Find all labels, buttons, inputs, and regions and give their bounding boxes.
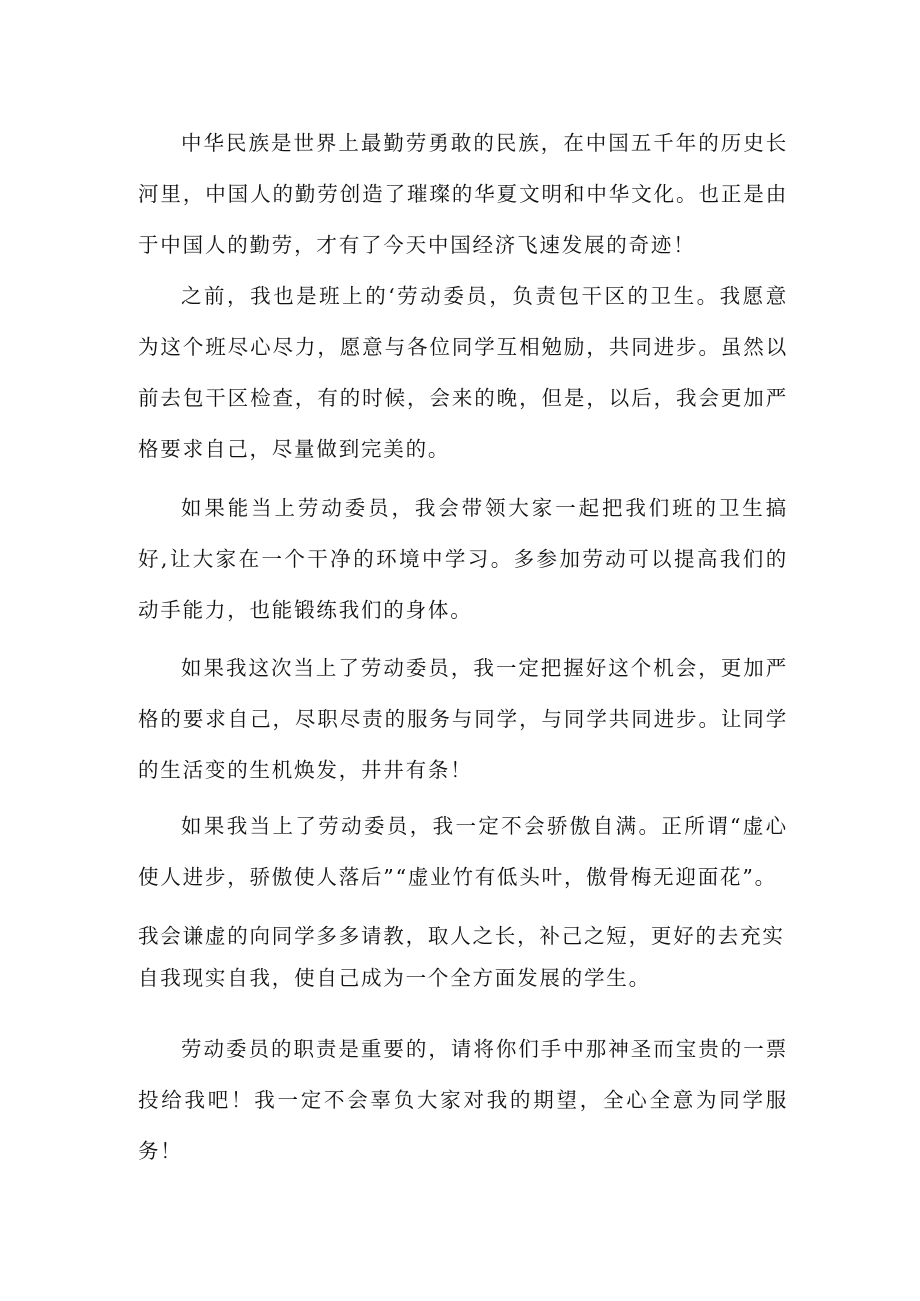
paragraph-1: 中华民族是世界上最勤劳勇敢的民族，在中国五千年的历史长河里，中国人的勤劳创造了璀璨的华夏文明和中华文化。也正是由于中国人的勤劳，才有了今天中国经济飞速发展的奇迹！ <box>138 131 788 257</box>
paragraph-6-line-1: 我会谦虚的向同学多多请教，取人之长，补己之短，更好的去充实 <box>138 924 785 948</box>
paragraph-5: 如果我当上了劳动委员，我一定不会骄傲自满。正所谓“虚心使人进步，骄傲使人落后”“虚业竹有低头叶，傲骨梅无迎面花”。 <box>138 814 788 889</box>
paragraph-3: 如果能当上劳动委员，我会带领大家一起把我们班的卫生搞好,让大家在一个干净的环境中学习。多参加劳动可以提高我们的动手能力，也能锻练我们的身体。 <box>138 496 788 622</box>
paragraph-4: 如果我这次当上了劳动委员，我一定把握好这个机会，更加严格的要求自己，尽职尽责的服务与同学，与同学共同进步。让同学的生活变的生机焕发，井井有条！ <box>138 656 788 782</box>
paragraph-7: 劳动委员的职责是重要的，请将你们手中那神圣而宝贵的一票投给我吧！我一定不会辜负大家对我的期望，全心全意为同学服务！ <box>138 1037 788 1163</box>
paragraph-2: 之前，我也是班上的‘劳动委员，负责包干区的卫生。我愿意为这个班尽心尽力，愿意与各位同学互相勉励，共同进步。虽然以前去包干区检查，有的时候，会来的晚，但是，以后，我会更加严格要求自己，尽量做到完美的。 <box>138 284 788 461</box>
paragraph-6-line-2: 自我现实自我，使自己成为一个全方面发展的学生。 <box>138 966 651 990</box>
